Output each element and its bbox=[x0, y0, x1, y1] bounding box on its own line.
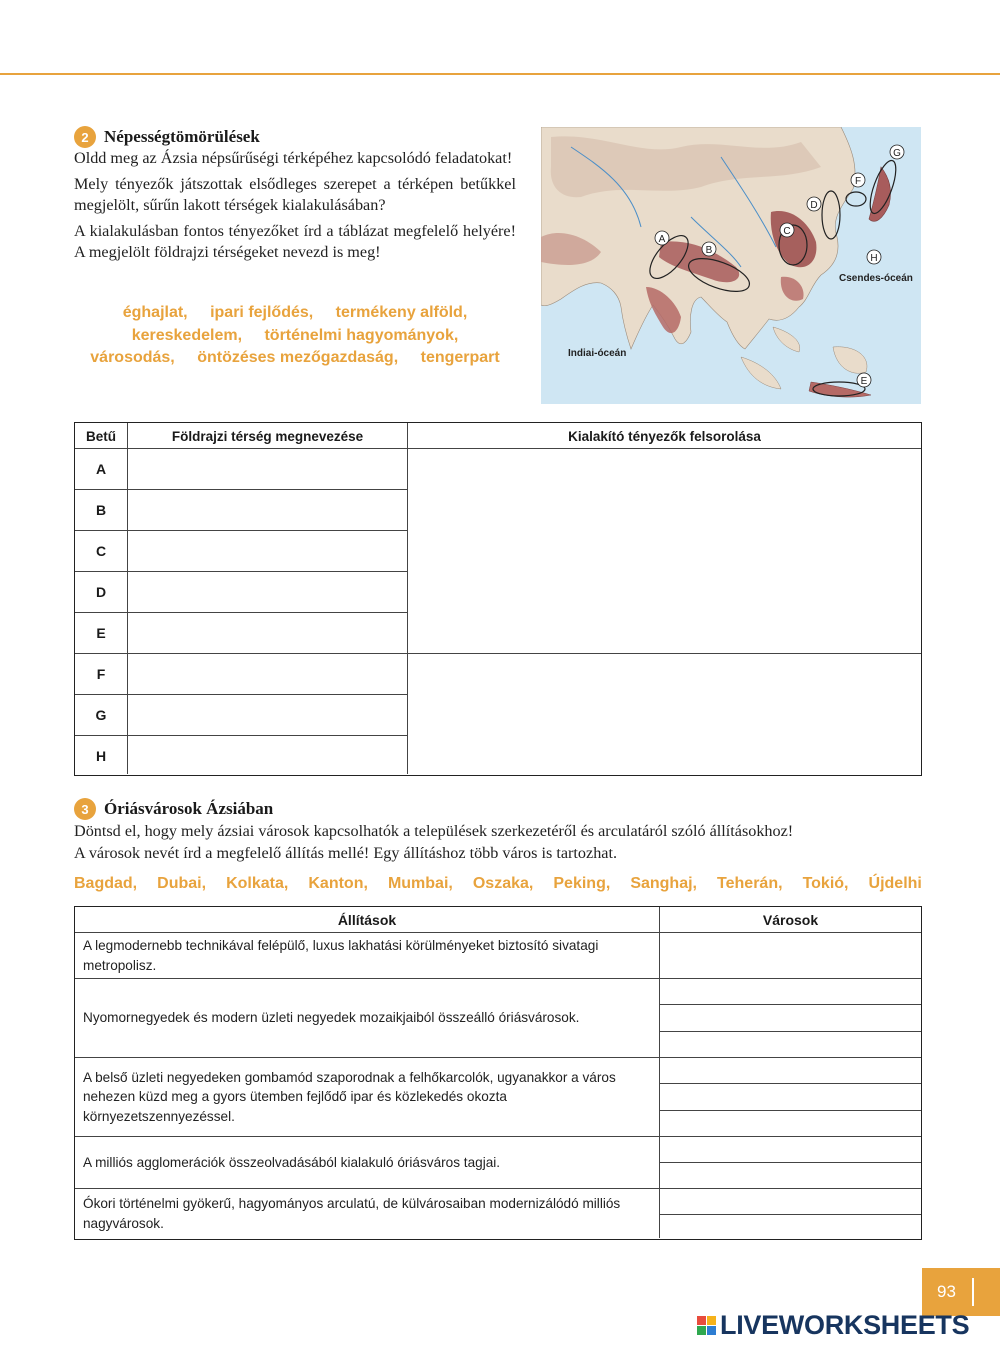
region-name-input[interactable] bbox=[128, 490, 407, 530]
instruction-paragraph: Oldd meg az Ázsia népsűrűségi térképéhez kapcsolódó feladatokat! bbox=[74, 149, 513, 167]
map-marker: B bbox=[705, 245, 713, 256]
header-cities: Városok bbox=[762, 912, 819, 928]
header-statements: Állítások bbox=[337, 912, 397, 928]
city-answer-input[interactable] bbox=[660, 1005, 921, 1031]
region-name-input[interactable] bbox=[128, 695, 407, 735]
city-item: Bagdad, bbox=[74, 875, 138, 892]
header-factors: Kialakító tényezők felsorolása bbox=[568, 428, 761, 444]
word-bank-item: termékeny alföld, bbox=[335, 304, 468, 321]
section2-instructions bbox=[74, 148, 516, 268]
city-answer-input[interactable] bbox=[660, 1058, 921, 1083]
liveworksheets-icon bbox=[697, 1316, 716, 1335]
city-answer-input[interactable] bbox=[660, 1189, 921, 1214]
row-letter: A bbox=[95, 461, 107, 477]
word-bank-item: éghajlat, bbox=[122, 304, 188, 321]
row-letter: H bbox=[95, 748, 107, 764]
statement: Ókori történelmi gyökerű, hagyományos arculatú, de külvárosaiban modernizálódó milliós nagyvárosok. bbox=[83, 1196, 621, 1231]
row-letter: C bbox=[95, 543, 107, 559]
megacities-table bbox=[74, 906, 922, 1240]
city-answer-input[interactable] bbox=[660, 1215, 921, 1238]
asia-population-density-map bbox=[541, 127, 921, 404]
header-letter: Betű bbox=[86, 428, 116, 444]
section2-number: 2 bbox=[74, 126, 96, 148]
section3-header bbox=[74, 798, 273, 820]
density-regions-table bbox=[74, 422, 922, 776]
section2-header bbox=[74, 126, 260, 148]
word-bank-item: történelmi hagyományok, bbox=[264, 326, 459, 344]
city-item: Újdelhi bbox=[868, 875, 922, 892]
row-letter: E bbox=[96, 625, 106, 641]
map-marker: C bbox=[783, 226, 791, 237]
section3-instructions bbox=[74, 820, 924, 864]
instruction-paragraph: Mely tényezők játszottak elsődleges szerepet a térképen betűkkel megjelölt, sűrűn lakott térségek kialakulásában? bbox=[74, 174, 516, 214]
map-marker: F bbox=[854, 176, 862, 187]
section3-title: Óriásvárosok Ázsiában bbox=[104, 799, 274, 818]
region-name-input[interactable] bbox=[128, 613, 407, 653]
region-name-input[interactable] bbox=[128, 531, 407, 571]
city-answer-input[interactable] bbox=[660, 1032, 921, 1057]
row-letter: D bbox=[95, 584, 107, 600]
region-name-input[interactable] bbox=[128, 449, 407, 489]
city-item: Dubai, bbox=[157, 875, 207, 892]
instruction-line: A városok nevét írd a megfelelő állítás mellé! Egy állításhoz több város is tartozhat. bbox=[74, 844, 618, 862]
city-item: Tokió, bbox=[802, 875, 849, 892]
header-region-name: Földrajzi térség megnevezése bbox=[171, 428, 364, 444]
region-name-input[interactable] bbox=[128, 736, 407, 776]
liveworksheets-logo bbox=[697, 1310, 969, 1341]
city-item: Mumbai, bbox=[387, 875, 453, 892]
page-number-text: 93 bbox=[937, 1282, 956, 1301]
city-item: Kolkata, bbox=[226, 875, 289, 892]
city-item: Oszaka, bbox=[472, 875, 534, 892]
word-bank-item: tengerpart bbox=[420, 349, 500, 366]
page-number bbox=[922, 1268, 1000, 1316]
map-marker: H bbox=[870, 253, 878, 264]
city-word-bank bbox=[74, 875, 922, 893]
city-item: Sanghaj, bbox=[630, 875, 697, 892]
factors-input-upper[interactable] bbox=[408, 449, 921, 653]
map-marker: D bbox=[810, 200, 818, 211]
instruction-line: Döntsd el, hogy mely ázsiai városok kapcsolhatók a települések szerkezetéről és arculatáról szóló állításokhoz! bbox=[74, 822, 794, 840]
statement: A legmodernebb technikával felépülő, luxus lakhatási körülményeket biztosító sivatagi metropolisz. bbox=[83, 938, 599, 973]
region-name-input[interactable] bbox=[128, 572, 407, 612]
map-marker: E bbox=[860, 376, 868, 387]
city-answer-input[interactable] bbox=[660, 1163, 921, 1188]
word-bank-item: kereskedelem, bbox=[131, 326, 243, 344]
city-answer-input[interactable] bbox=[660, 1084, 921, 1110]
row-letter: F bbox=[96, 666, 106, 682]
map-marker: G bbox=[893, 148, 901, 159]
word-bank bbox=[74, 302, 516, 370]
table1-header bbox=[75, 423, 921, 449]
table2-header bbox=[75, 907, 921, 933]
city-item: Teherán, bbox=[717, 875, 783, 892]
city-answer-input[interactable] bbox=[660, 1111, 921, 1136]
city-answer-input[interactable] bbox=[660, 933, 921, 978]
section2-title: Népességtömörülések bbox=[104, 127, 260, 146]
instruction-paragraph: A kialakulásban fontos tényezőket írd a táblázat megfelelő helyére! A megjelölt földrajzi térségeket nevezd is meg! bbox=[74, 221, 516, 261]
city-item: Peking, bbox=[553, 875, 611, 892]
word-bank-item: öntözéses mezőgazdaság, bbox=[197, 349, 399, 366]
statement: A milliós agglomerációk összeolvadásából kialakuló óriásváros tagjai. bbox=[83, 1154, 501, 1170]
top-rule bbox=[0, 73, 1000, 75]
brand-name: LIVEWORKSHEETS bbox=[720, 1310, 970, 1340]
word-bank-item: ipari fejlődés, bbox=[210, 304, 314, 321]
statement: A belső üzleti negyedeken gombamód szaporodnak a felhőkarcolók, ugyanakkor a város nehezen küzd meg a gyors ütemben fejlődő ipar és közlekedés okozta környezetszennyezéssel. bbox=[83, 1069, 616, 1124]
region-name-input[interactable] bbox=[128, 654, 407, 694]
row-letter: G bbox=[95, 707, 107, 723]
factors-input-lower[interactable] bbox=[408, 654, 921, 775]
word-bank-item: városodás, bbox=[90, 349, 175, 366]
map-marker: A bbox=[658, 234, 666, 245]
statement: Nyomornegyedek és modern üzleti negyedek mozaikjaiból összeálló óriásvárosok. bbox=[83, 1010, 580, 1026]
indian-ocean-label: Indiai-óceán bbox=[568, 348, 627, 359]
section3-number: 3 bbox=[74, 798, 96, 820]
city-answer-input[interactable] bbox=[660, 1137, 921, 1162]
city-answer-input[interactable] bbox=[660, 979, 921, 1004]
city-item: Kanton, bbox=[308, 875, 368, 892]
pacific-label: Csendes-óceán bbox=[839, 273, 913, 284]
row-letter: B bbox=[95, 502, 107, 518]
